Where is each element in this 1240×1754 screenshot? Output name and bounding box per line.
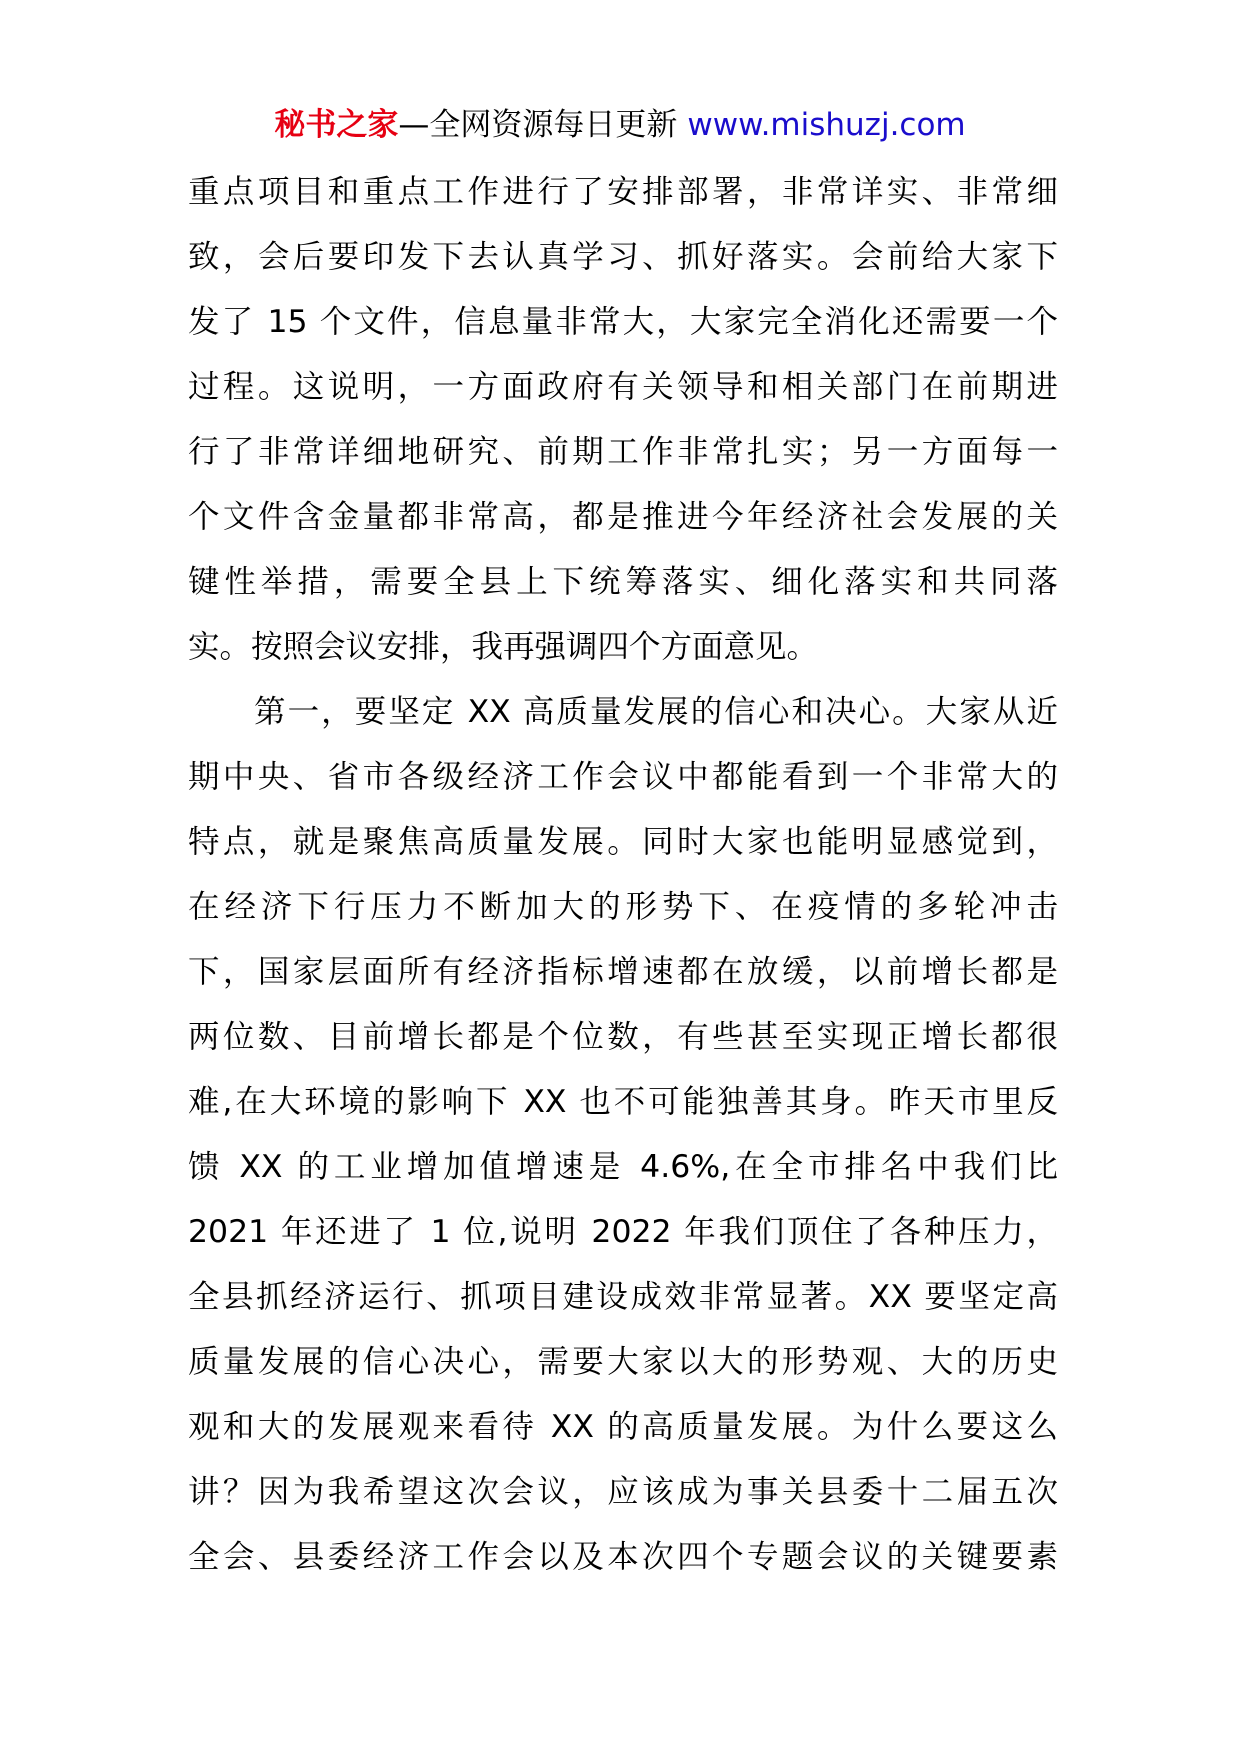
text-line: 馈 XX 的工业增加值增速是 4.6%,在全市排名中我们比 (188, 1149, 1058, 1185)
text-line: 致，会后要印发下去认真学习、抓好落实。会前给大家下 (188, 239, 1058, 275)
document-body (188, 160, 1058, 1590)
text-line: 讲？因为我希望这次会议，应该成为事关县委十二届五次 (188, 1474, 1058, 1510)
text-line: 观和大的发展观来看待 XX 的高质量发展。为什么要这么 (188, 1409, 1058, 1445)
text-line: 两位数、目前增长都是个位数，有些甚至实现正增长都很 (188, 1019, 1058, 1055)
text-line: 实。按照会议安排，我再强调四个方面意见。 (188, 629, 819, 665)
text-line: 特点，就是聚焦高质量发展。同时大家也能明显感觉到， (188, 824, 1058, 860)
brand-name: 秘书之家 (274, 107, 399, 143)
text-line: 过程。这说明，一方面政府有关领导和相关部门在前期进 (188, 369, 1058, 405)
text-line: 全会、县委经济工作会以及本次四个专题会议的关键要素 (188, 1539, 1058, 1575)
text-line: 行了非常详细地研究、前期工作非常扎实；另一方面每一 (188, 434, 1058, 470)
text-line: 个文件含金量都非常高，都是推进今年经济社会发展的关 (188, 499, 1058, 535)
text-line: 2021 年还进了 1 位,说明 2022 年我们顶住了各种压力， (188, 1214, 1058, 1250)
text-line: 难,在大环境的影响下 XX 也不可能独善其身。昨天市里反 (188, 1084, 1058, 1120)
text-line: 质量发展的信心决心，需要大家以大的形势观、大的历史 (188, 1344, 1058, 1380)
text-line: 重点项目和重点工作进行了安排部署，非常详实、非常细 (188, 174, 1058, 210)
page-header (0, 100, 1240, 150)
text-line: 在经济下行压力不断加大的形势下、在疫情的多轮冲击 (188, 889, 1058, 925)
paragraph-first-line: 第一，要坚定 XX 高质量发展的信心和决心。大家从近 (254, 694, 1058, 730)
text-line: 下，国家层面所有经济指标增速都在放缓，以前增长都是 (188, 954, 1058, 990)
header-slogan: —全网资源每日更新 (398, 107, 678, 143)
text-line: 键性举措，需要全县上下统筹落实、细化落实和共同落 (188, 564, 1058, 600)
text-line: 全县抓经济运行、抓项目建设成效非常显著。XX 要坚定高 (188, 1279, 1058, 1315)
text-line: 期中央、省市各级经济工作会议中都能看到一个非常大的 (188, 759, 1058, 795)
site-url-link[interactable]: www.mishuzj.com (687, 107, 966, 143)
text-line: 发了 15 个文件，信息量非常大，大家完全消化还需要一个 (188, 304, 1058, 340)
